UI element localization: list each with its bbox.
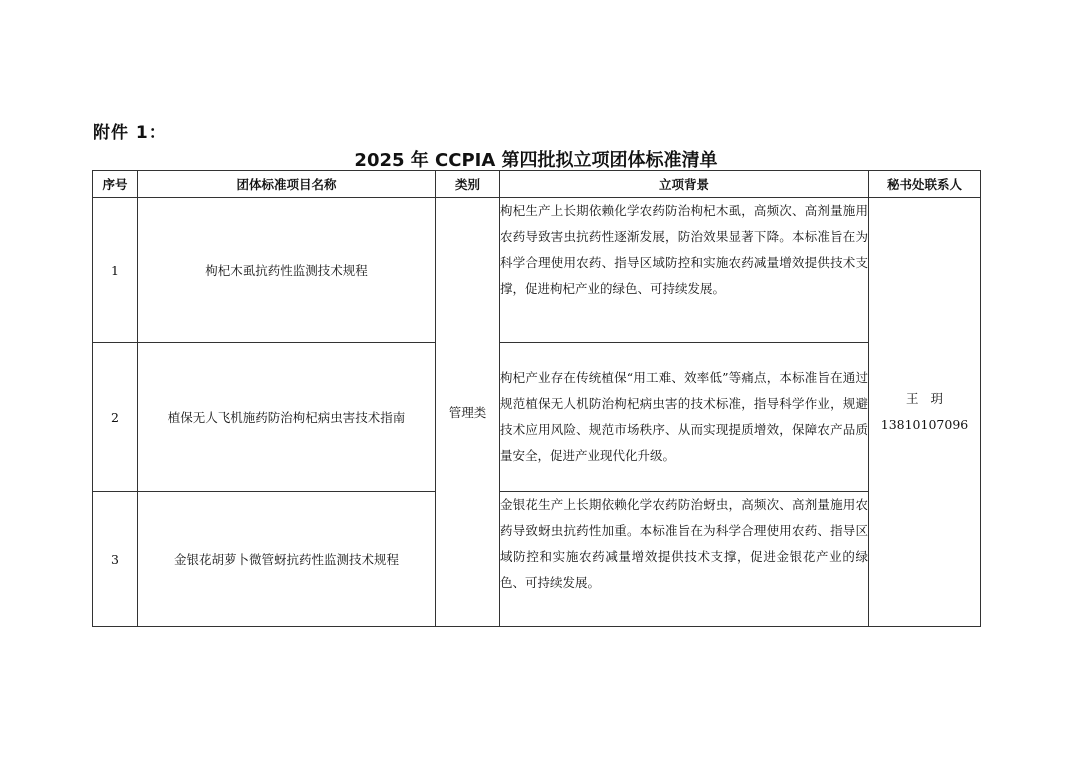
header-background: 立项背景: [500, 171, 869, 198]
table-row: [93, 492, 981, 627]
header-category: 类别: [436, 171, 500, 198]
table-row: [93, 198, 981, 343]
row-background: 枸杞产业存在传统植保“用工难、效率低”等痛点，本标准旨在通过规范植保无人机防治枸杞病虫害的技术标准，指导科学作业，规避技术应用风险、规范市场秩序、从而实现提质增效，保障农产品质量安全，促进产业现代化升级。: [500, 343, 869, 492]
row-name: 枸杞木虱抗药性监测技术规程: [138, 198, 436, 343]
row-background: 金银花生产上长期依赖化学农药防治蚜虫，高频次、高剂量施用农药导致蚜虫抗药性加重。本标准旨在为科学合理使用农药、指导区域防控和实施农药减量增效提供技术支撑，促进金银花产业的绿色、可持续发展。: [500, 492, 869, 627]
contact-phone: 13810107096: [880, 417, 969, 432]
row-seq: 2: [93, 343, 138, 492]
contact-name: 王玥: [905, 391, 955, 406]
document-title: 2025 年 CCPIA 第四批拟立项团体标准清单: [354, 150, 718, 171]
header-seq: 序号: [93, 171, 138, 198]
row-background: 枸杞生产上长期依赖化学农药防治枸杞木虱，高频次、高剂量施用农药导致害虫抗药性逐渐发展，防治效果显著下降。本标准旨在为科学合理使用农药、指导区域防控和实施农药减量增效提供技术支撑，促进枸杞产业的绿色、可持续发展。: [500, 198, 869, 343]
attachment-label: 附件 1：: [93, 123, 167, 143]
category-cell: 管理类: [436, 198, 500, 627]
table-header-row: [93, 171, 981, 198]
row-name: 金银花胡萝卜微管蚜抗药性监测技术规程: [138, 492, 436, 627]
standards-table: [92, 170, 981, 627]
header-contact: 秘书处联系人: [869, 171, 981, 198]
row-seq: 3: [93, 492, 138, 627]
row-name: 植保无人飞机施药防治枸杞病虫害技术指南: [138, 343, 436, 492]
header-name: 团体标准项目名称: [138, 171, 436, 198]
table-row: [93, 343, 981, 492]
row-seq: 1: [93, 198, 138, 343]
contact-cell: [869, 198, 981, 627]
